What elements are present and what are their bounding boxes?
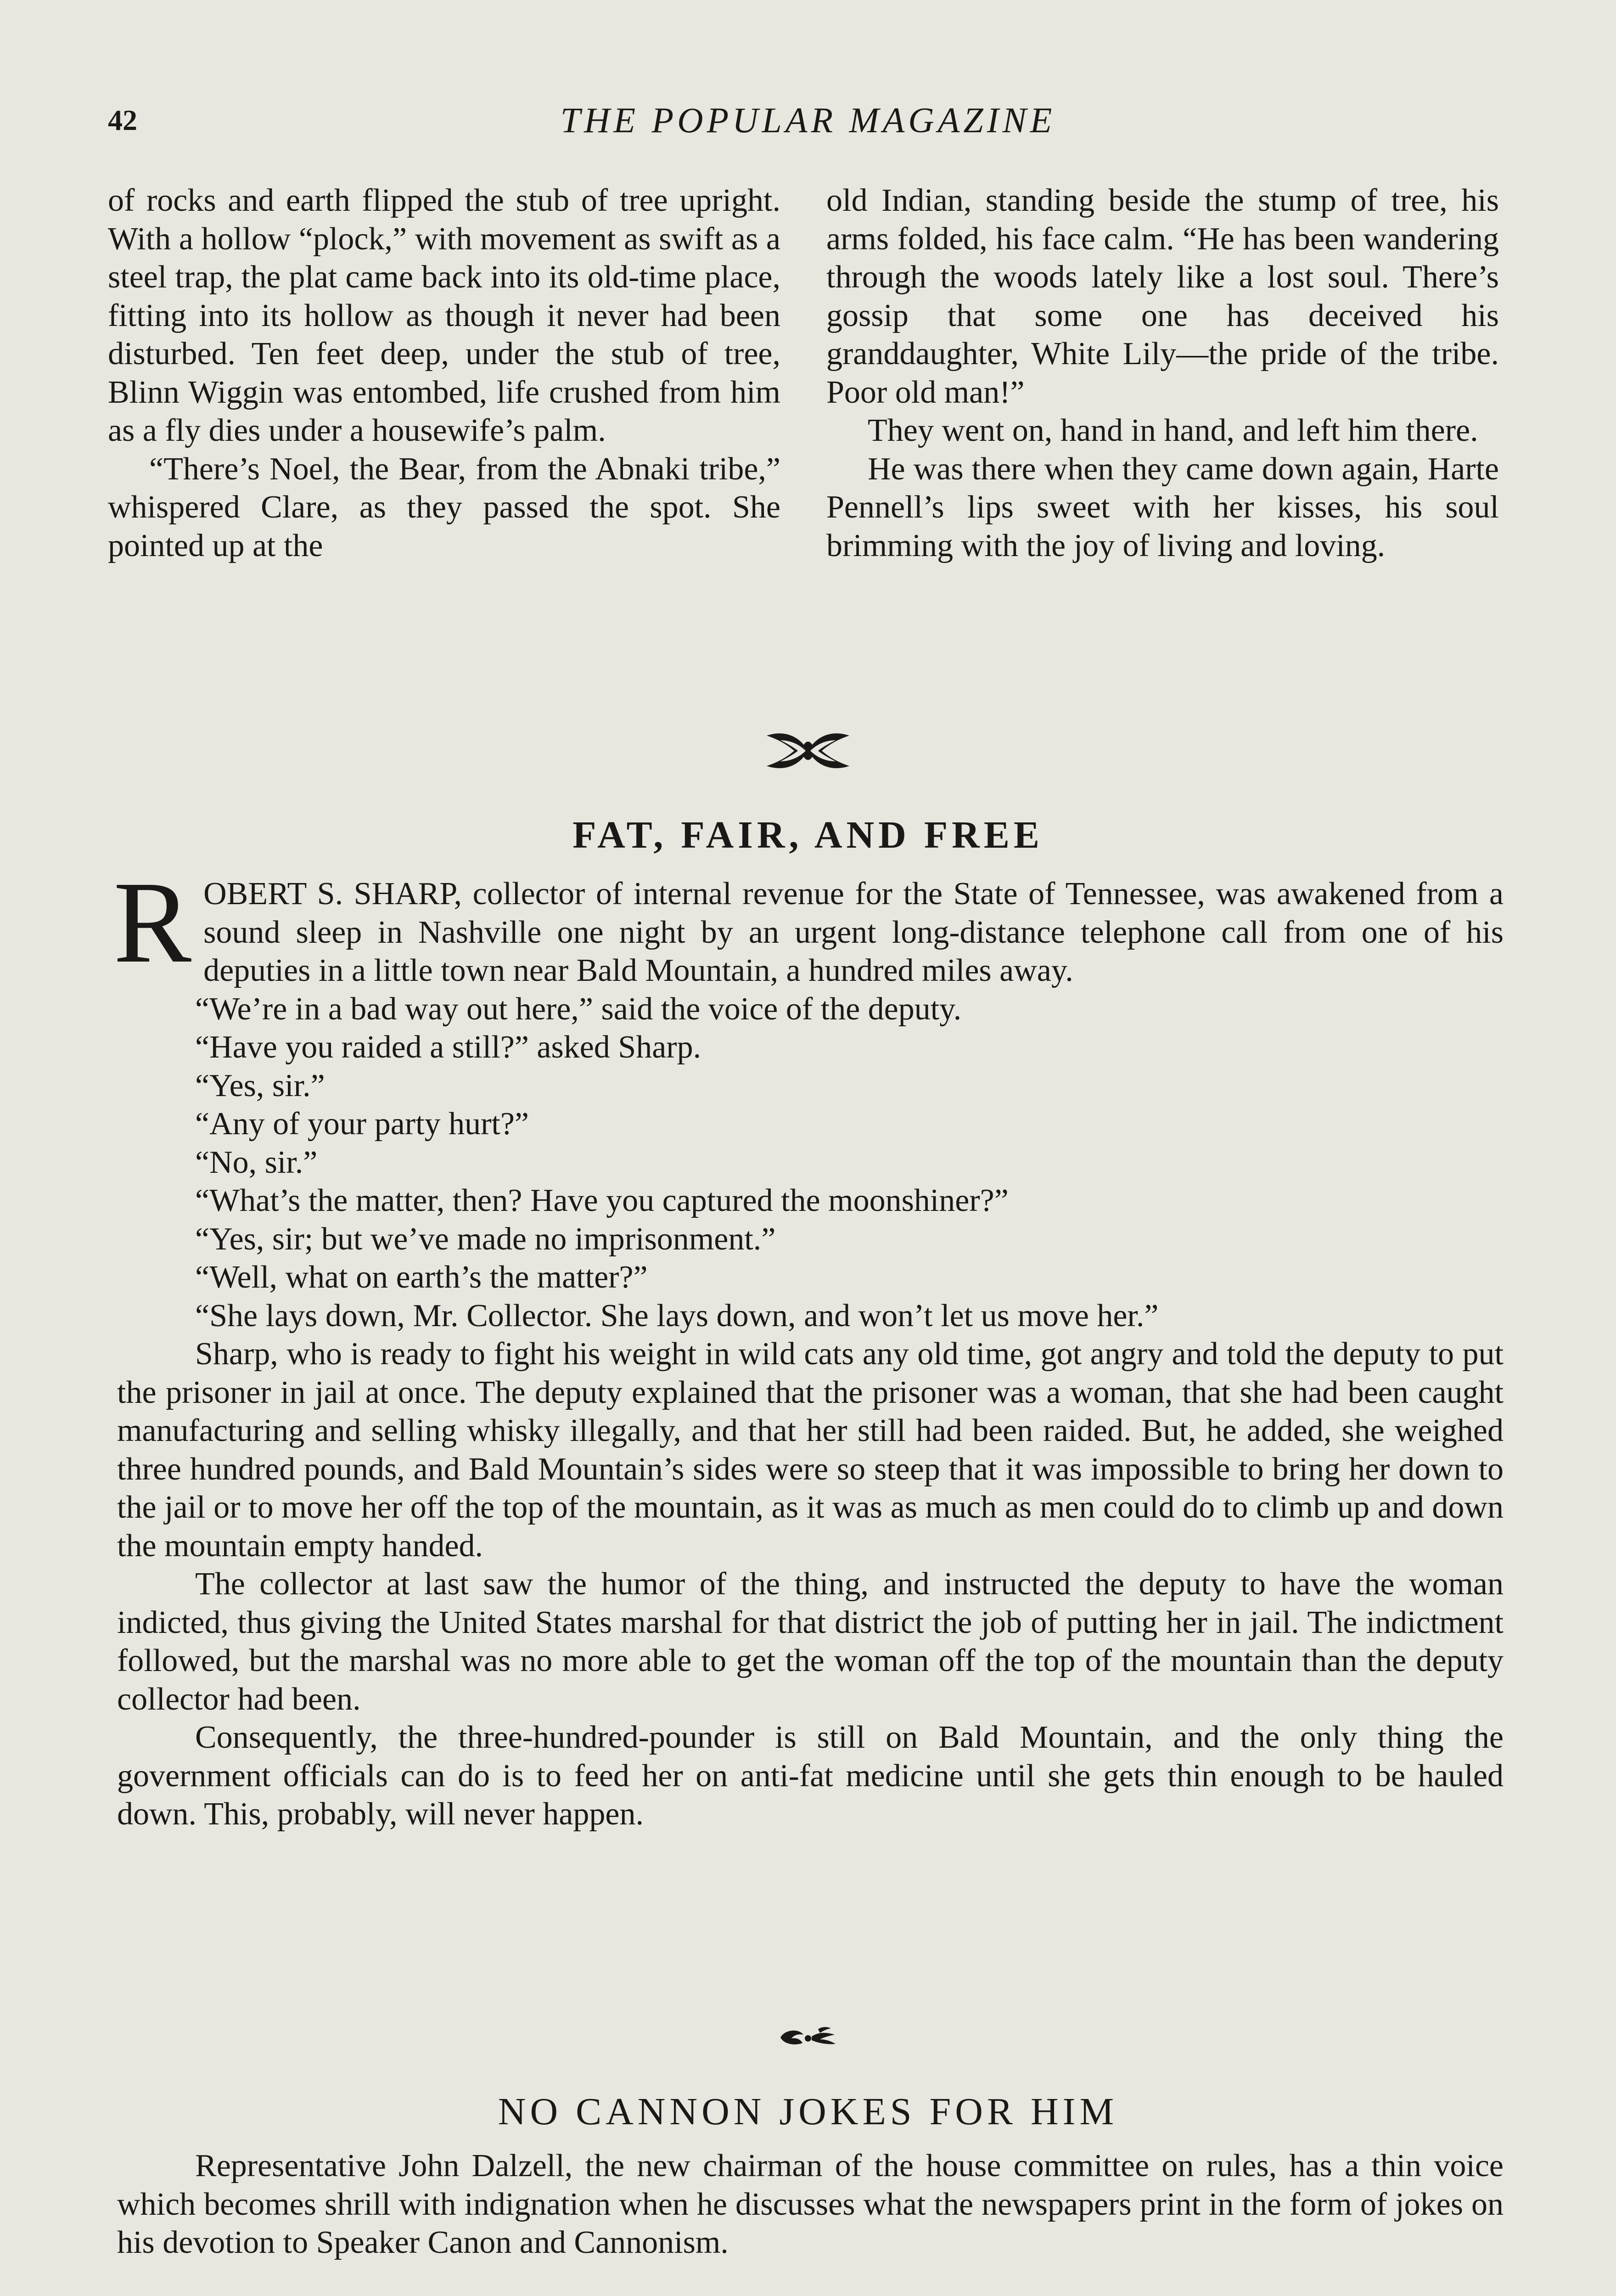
- story-paragraph: They went on, hand in hand, and left him there.: [868, 413, 1478, 448]
- story-paragraph: of rocks and earth flipped the stub of tree upright. With a hollow “plock,” with movement as swift as a steel trap, the plat came back into its old-time place, fitting into its hollow as though it never had been disturbed. Ten feet deep, under the stub of tree, Blinn Wiggin was entombed, life crushed from him as a fly dies under a housewife’s palm.: [108, 183, 780, 448]
- lead-paragraph: [113, 858, 1504, 990]
- story-paragraph: old Indian, standing beside the stump of tree, his arms folded, his face calm. “He has been wandering through the woods lately like a lost soul. There’s gossip that some one has deceived his granddaughter, White Lily—the pride of the tribe. Poor old man!”: [826, 183, 1499, 410]
- story-conclusion: [108, 181, 1499, 565]
- magazine-title: THE POPULAR MAGAZINE: [560, 100, 1056, 140]
- article-paragraph: “She lays down, Mr. Collector. She lays down, and won’t let us move her.”: [195, 1298, 1159, 1334]
- article-paragraph: “Any of your party hurt?”: [195, 1106, 529, 1142]
- article-paragraph: “Yes, sir.”: [195, 1068, 325, 1103]
- story-paragraph: He was there when they came down again, Harte Pennell’s lips sweet with her kisses, his soul brimming with the joy of living and loving.: [826, 451, 1499, 563]
- left-column: [108, 181, 780, 565]
- article-paragraph: “Yes, sir; but we’ve made no imprisonment.”: [195, 1221, 776, 1257]
- fleuron-ornament-icon: [0, 726, 1616, 776]
- article-no-cannon-jokes: [117, 2147, 1504, 2262]
- article-paragraph: Representative John Dalzell, the new chairman of the house committee on rules, has a thin voice which becomes shrill with indignation when he discusses what the newspapers print in the form of jokes on his devotion to Speaker Canon and Cannonism.: [117, 2148, 1504, 2260]
- article-paragraph: “What’s the matter, then? Have you captured the moonshiner?”: [195, 1183, 1009, 1218]
- leaf-ornament-icon: [0, 2023, 1616, 2050]
- article-headline: NO CANNON JOKES FOR HIM: [498, 2090, 1118, 2133]
- article-paragraph: “No, sir.”: [195, 1144, 318, 1180]
- running-head: [108, 94, 1508, 145]
- article-paragraph: The collector at last saw the humor of the thing, and instructed the deputy to have the woman indicted, thus giving the United States marshal for that district the job of putting her in jail. The indictment followed, but the marshal was no more able to get the woman off the top of the mountain than the deputy collector had been.: [117, 1566, 1504, 1717]
- article-paragraph: Sharp, who is ready to fight his weight in wild cats any old time, got angry and told the deputy to put the prisoner in jail at once. The deputy explained that the prisoner was a woman, that she had been caught manufacturing and selling whisky illegally, and that her still had been raided. But, he added, she weighed three hundred pounds, and Bald Mountain’s sides were so steep that it was impossible to bring her down to the jail or to move her off the top of the mountain, as it was as much as men could do to climb up and down the mountain empty handed.: [117, 1336, 1504, 1564]
- article-paragraph: “Well, what on earth’s the matter?”: [195, 1260, 648, 1295]
- story-paragraph: “There’s Noel, the Bear, from the Abnaki tribe,” whispered Clare, as they passed the spot. She pointed up at the: [108, 451, 780, 563]
- article-paragraph: “We’re in a bad way out here,” said the voice of the deputy.: [195, 991, 962, 1027]
- article-fat-fair-and-free: [113, 858, 1504, 1834]
- lead-text: OBERT S. SHARP, collector of internal revenue for the State of Tennessee, was awakened from a sound sleep in Nashville one night by an urgent long-distance telephone call from one of his deputies in a little town near Bald Mountain, a hundred miles away.: [203, 876, 1504, 988]
- page-number: 42: [108, 104, 137, 136]
- right-column: [826, 181, 1499, 565]
- drop-cap: R: [113, 858, 192, 987]
- article-paragraph: “Have you raided a still?” asked Sharp.: [195, 1030, 701, 1065]
- article-headline: FAT, FAIR, AND FREE: [572, 814, 1044, 856]
- article-paragraph: Consequently, the three-hundred-pounder is still on Bald Mountain, and the only thing the government officials can do is to feed her on anti-fat medicine until she gets thin enough to be hauled down. This, probably, will never happen.: [117, 1720, 1504, 1832]
